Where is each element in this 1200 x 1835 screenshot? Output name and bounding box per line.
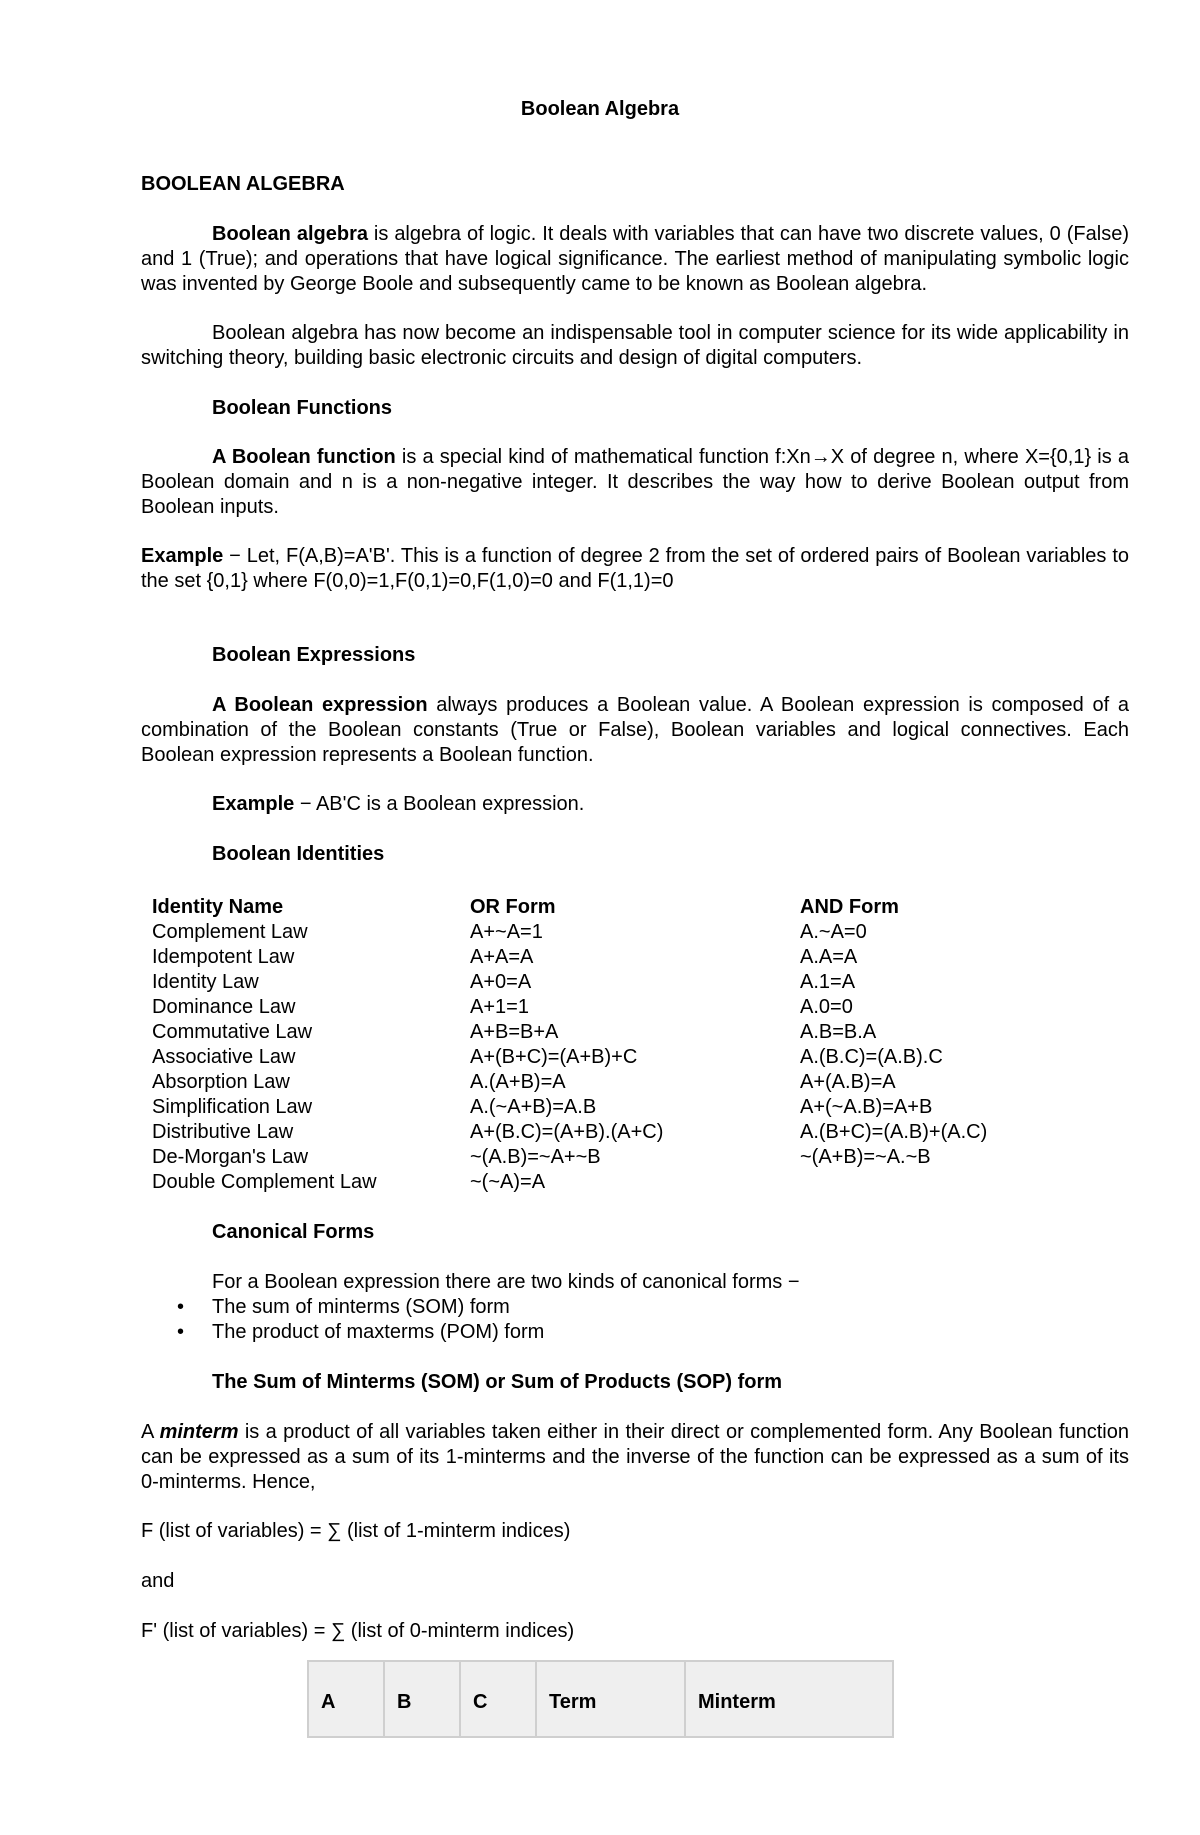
and-form: A.~A=0	[800, 921, 867, 943]
and-form: A.1=A	[800, 971, 856, 993]
minterm-table	[307, 1660, 894, 1738]
or-form: ~(~A)=A	[470, 1171, 546, 1193]
list-item-text: The sum of minterms (SOM) form	[212, 1296, 510, 1318]
som-and: and	[141, 1570, 175, 1592]
expressions-example-text: − AB'C is a Boolean expression.	[294, 793, 585, 815]
functions-example-label: Example	[141, 545, 224, 567]
canonical-heading: Canonical Forms	[212, 1221, 375, 1243]
column-header: B	[384, 1661, 460, 1737]
or-form: A.(~A+B)=A.B	[470, 1096, 597, 1118]
table-row	[152, 1120, 987, 1145]
identity-name: De-Morgan's Law	[152, 1146, 309, 1168]
intro-paragraph	[141, 222, 1129, 297]
or-form: A+A=A	[470, 946, 534, 968]
identity-name: Complement Law	[152, 921, 308, 943]
or-form: A+0=A	[470, 971, 532, 993]
table-row	[152, 1045, 987, 1070]
identity-name: Distributive Law	[152, 1121, 294, 1143]
identities-header-row	[152, 895, 987, 920]
som-heading: The Sum of Minterms (SOM) or Sum of Products (SOP) form	[212, 1371, 783, 1393]
table-row	[152, 1020, 987, 1045]
canonical-list	[177, 1295, 545, 1345]
section-heading: BOOLEAN ALGEBRA	[141, 173, 345, 195]
or-form: A+~A=1	[470, 921, 543, 943]
or-form: ~(A.B)=~A+~B	[470, 1146, 601, 1168]
column-header: Identity Name	[152, 896, 284, 918]
identity-name: Associative Law	[152, 1046, 296, 1068]
or-form: A.(A+B)=A	[470, 1071, 566, 1093]
identity-name: Idempotent Law	[152, 946, 295, 968]
and-form: A.0=0	[800, 996, 853, 1018]
or-form: A+(B+C)=(A+B)+C	[470, 1046, 638, 1068]
bullet-icon: •	[177, 1321, 185, 1343]
and-form: A+(~A.B)=A+B	[800, 1096, 933, 1118]
and-form: A.B=B.A	[800, 1021, 877, 1043]
expressions-term: A Boolean expression	[212, 694, 428, 716]
and-form: A.(B.C)=(A.B).C	[800, 1046, 943, 1068]
page-title: Boolean Algebra	[520, 98, 680, 120]
bullet-icon: •	[177, 1296, 185, 1318]
intro-paragraph-2: Boolean algebra has now become an indispensable tool in computer science for its wide applicability in switching theory, building basic electronic circuits and design of digital computers.	[141, 322, 1129, 369]
table-row	[152, 1095, 987, 1120]
identity-name: Double Complement Law	[152, 1171, 377, 1193]
column-header: AND Form	[800, 896, 899, 918]
table-row	[152, 995, 987, 1020]
and-form: ~(A+B)=~A.~B	[800, 1146, 931, 1168]
identities-table	[152, 895, 987, 1195]
and-form: A.(B+C)=(A.B)+(A.C)	[800, 1121, 988, 1143]
expressions-example	[141, 792, 1129, 817]
intro-text: is algebra of logic. It deals with variables that can have two discrete values, 0 (False) and 1 (True); and operations that have logical significance. The earliest method of manipulating symbolic logic was invented by George Boole and subsequently came to be known as Boolean algebra.	[141, 223, 1129, 295]
table-row	[152, 945, 987, 970]
column-header: OR Form	[470, 896, 556, 918]
expressions-example-label: Example	[212, 793, 295, 815]
functions-heading: Boolean Functions	[212, 397, 392, 419]
identity-name: Identity Law	[152, 971, 259, 993]
expressions-text: always produces a Boolean value. A Boolean expression is composed of a combination of the Boolean constants (True or False), Boolean variables and logical connectives. Each Boolean expression represents a Boolean function.	[141, 694, 1129, 766]
identity-name: Simplification Law	[152, 1096, 313, 1118]
som-formula-2: F' (list of variables) = ∑ (list of 0-minterm indices)	[141, 1620, 575, 1642]
list-item	[177, 1320, 545, 1345]
som-term: minterm	[159, 1421, 239, 1443]
functions-paragraph	[141, 445, 1129, 520]
table-row	[152, 1070, 987, 1095]
identity-name: Absorption Law	[152, 1071, 290, 1093]
som-text-lead: A	[141, 1421, 160, 1443]
canonical-intro: For a Boolean expression there are two kinds of canonical forms −	[212, 1271, 800, 1293]
expressions-paragraph	[141, 693, 1129, 768]
and-form	[800, 1170, 987, 1195]
functions-text: is a special kind of mathematical function f:Xn→X of degree n, where X={0,1} is a Boolean domain and n is a non-negative integer. It describes the way how to derive Boolean output from Boolean inputs.	[141, 446, 1130, 518]
functions-term: A Boolean function	[212, 446, 396, 468]
or-form: A+1=1	[470, 996, 529, 1018]
intro-term: Boolean algebra	[212, 223, 368, 245]
som-text: is a product of all variables taken either in their direct or complemented form. Any Boolean function can be expressed as a sum of its 1-minterms and the inverse of the function can be expressed as a sum of its 0-minterms. Hence,	[141, 1421, 1129, 1493]
functions-example	[141, 544, 1129, 594]
column-header: C	[460, 1661, 536, 1737]
table-row	[152, 970, 987, 995]
column-header: Minterm	[685, 1661, 893, 1737]
or-form: A+B=B+A	[470, 1021, 559, 1043]
list-item	[177, 1295, 544, 1320]
and-form: A.A=A	[800, 946, 858, 968]
and-form: A+(A.B)=A	[800, 1071, 896, 1093]
expressions-heading: Boolean Expressions	[212, 644, 416, 666]
table-row	[152, 920, 987, 945]
identities-heading: Boolean Identities	[212, 843, 385, 865]
column-header: A	[308, 1661, 384, 1737]
table-row	[152, 1170, 987, 1195]
identity-name: Commutative Law	[152, 1021, 313, 1043]
minterm-header-row	[308, 1661, 893, 1737]
or-form: A+(B.C)=(A+B).(A+C)	[470, 1121, 664, 1143]
functions-example-text: − Let, F(A,B)=A'B'. This is a function of degree 2 from the set of ordered pairs of Boolean variables to the set {0,1} where F(0,0)=1,F(0,1)=0,F(1,0)=0 and F(1,1)=0	[141, 545, 1129, 592]
identity-name: Dominance Law	[152, 996, 296, 1018]
som-paragraph	[141, 1420, 1129, 1495]
list-item-text: The product of maxterms (POM) form	[212, 1321, 545, 1343]
column-header: Term	[536, 1661, 685, 1737]
table-row	[152, 1145, 987, 1170]
som-formula-1: F (list of variables) = ∑ (list of 1-minterm indices)	[141, 1520, 571, 1542]
